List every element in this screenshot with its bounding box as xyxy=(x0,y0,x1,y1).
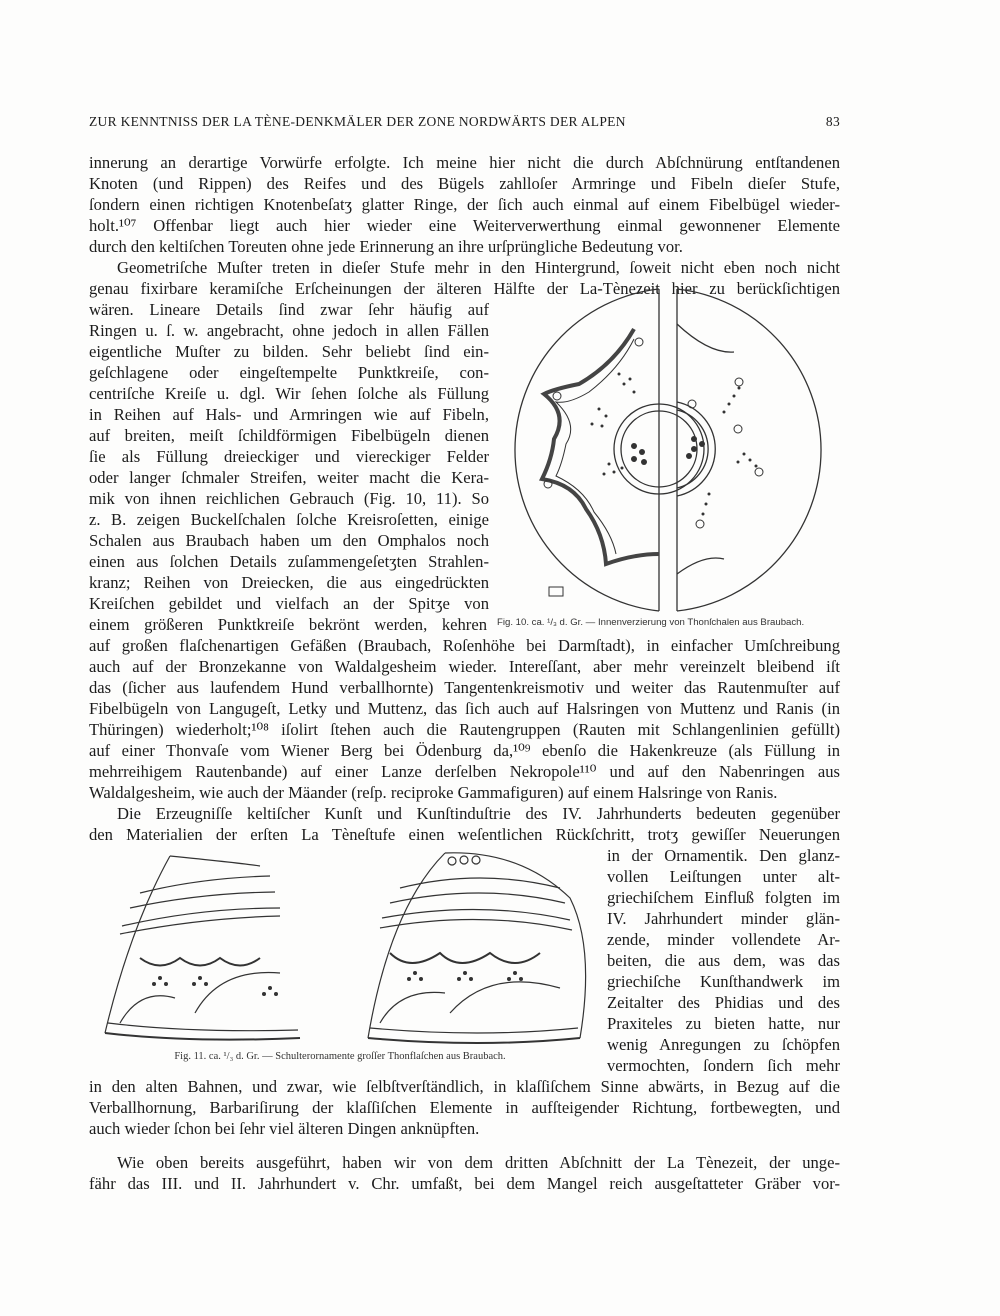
punch-circles xyxy=(544,338,763,528)
text-line: vollen Leiſtungen unter alt- xyxy=(607,867,840,886)
text-line: in Reihen auf Hals- und Armringen wie auf Fibeln, xyxy=(89,405,489,424)
text-line: eigentliche Muſter zu bilden. Sehr beliebt ſind ein- xyxy=(89,342,489,361)
text-line: auf großen flaſchenartigen Gefäßen (Braubach, Roſenhöhe bei Darmſtadt), in einfacher Umſchreibung xyxy=(89,636,840,655)
text-line: Wie oben bereits ausgeführt, haben wir von dem dritten Abſchnitt der La Tènezeit, der unge- xyxy=(117,1153,840,1172)
text-line: mik von ihnen reichlichen Gebrauch (Fig. 10, 11). So xyxy=(89,489,489,508)
star-band xyxy=(542,329,659,564)
text-block-middle xyxy=(89,635,840,845)
text-line: Knoten (und Rippen) des Reifes und des Bügels zahlloſer Armringe und Fibeln dieſer Stufe, xyxy=(89,174,840,193)
fig11-caption: Fig. 11. ca. ¹/₃ d. Gr. — Schulterornamente groſſer Thonflaſchen aus Braubach. xyxy=(174,1051,506,1062)
text-line: Praxiteles zu bieten hatte, nur xyxy=(607,1014,840,1033)
text-line: IV. Jahrhundert minder glän- xyxy=(607,909,840,928)
text-line: Schalen aus Braubach haben um den Omphalos noch xyxy=(89,531,489,550)
text-line: Waldalgesheim, wie auch der Mäander (reſp. reciproke Gammafiguren) auf einem Halsringe von Ranis. xyxy=(89,783,778,802)
text-line: in den alten Bahnen, und zwar, wie ſelbſtverſtändlich, in klaſſiſchem Sinne abwärts, in Bezug auf die xyxy=(89,1077,840,1096)
text-line: Zeitalter des Phidias und des xyxy=(607,993,840,1012)
text-line: Ringen u. ſ. w. angebracht, ohne jedoch in allen Fällen xyxy=(89,321,489,340)
running-title: ZUR KENNTNISS DER LA TÈNE-DENKMÄLER DER ZONE NORDWÄRTS DER ALPEN xyxy=(89,114,626,129)
text-line: Verballhornung, Barbariſirung der klaſſiſchen Elemente in aufſteigender Richtung, fortbewegten, und xyxy=(89,1098,840,1117)
left-flask-fragment xyxy=(105,856,300,1040)
text-block-left-column xyxy=(89,299,489,614)
text-line: auf einer Thonvaſe vom Wiener Berg bei Ödenburg da,¹⁰⁹ ebenſo die Hakenkreuze (als Füllung in xyxy=(89,741,840,760)
fig10-caption: Fig. 10. ca. ¹/₃ d. Gr. — Innenverzierung von Thonſchalen aus Braubach. xyxy=(497,617,805,628)
text-line: ſondern einen richtigen Knotenbeſatʒ glatter Ringe, der ſich auch einmal auf einem Fibelbügel wieder- xyxy=(89,195,840,214)
right-flask-fragment xyxy=(368,853,586,1043)
text-line: das (ſicher aus laufendem Hund verballhornte) Tangentenkreismotiv und weiter das Rautenmuſter auf xyxy=(89,678,840,697)
text-line: vermochten, ſondern ſich mehr xyxy=(607,1056,840,1075)
text-line: wenig Anregungen zu ſchöpfen xyxy=(607,1035,840,1054)
text-line: Die Erzeugniſſe keltiſcher Kunſt und Kunſtinduſtrie des IV. Jahrhunderts bedeuten gegenüber xyxy=(117,804,840,823)
text-line: durch den keltiſchen Toreuten ohne jede Erinnerung an ihre urſprüngliche Bedeutung vor. xyxy=(89,237,683,256)
running-header xyxy=(89,114,840,130)
dot-rosettes xyxy=(591,373,758,516)
text-line: in der Ornamentik. Den glanz- xyxy=(607,846,840,865)
printer-mark-icon xyxy=(549,587,563,596)
text-block-new-paragraph xyxy=(89,1152,840,1194)
fig10-bowl-illustration xyxy=(494,284,844,614)
text-line: einen aus ſolchen Details zuſammengeſetʒten Strahlen- xyxy=(89,552,489,571)
text-line: auf breiten, meiſt ſchildförmigen Fibelbügeln dienen xyxy=(89,426,489,445)
fig11-flask-ornament-illustration xyxy=(100,848,590,1048)
page-number: 83 xyxy=(825,114,840,129)
text-line: beiten, die aus dem, was das xyxy=(607,951,840,970)
text-block-continuation xyxy=(89,1076,840,1139)
text-line: den Materialien der erſten La Tèneſtufe einen weſentlichen Rückſchritt, trotʒ gewiſſer Neuerungen xyxy=(89,825,840,844)
text-line: Fibelbügeln von Langugeſt, Letky und Muttenz, das ſich auch auf Halsringen von Muttenz und Ranis (in xyxy=(89,699,840,718)
bowl-right-half-outline xyxy=(677,289,821,611)
text-block-intro xyxy=(89,152,840,299)
text-line: kranz; Reihen von Dreiecken, die aus eingedrückten xyxy=(89,573,489,592)
text-line: auch auf der Bronzekanne von Waldalgesheim wieder. Intereſſant, aber mehr vereinzelt bleibend iſt xyxy=(89,657,840,676)
text-line: geſchlagene oder eingeſtempelte Punktkreiſe, con- xyxy=(89,363,489,382)
bowl-left-half-outline xyxy=(515,289,659,611)
text-line: griechiſche Kunſthandwerk im xyxy=(607,972,840,991)
text-line: holt.¹⁰⁷ Offenbar liegt auch hier wieder eine Weiterverwerthung einmal gewonnener Elemente xyxy=(89,216,840,235)
text-line: einem größeren Punktkreiſe bekrönt werden, kehren xyxy=(89,615,487,634)
text-line: ſie als Füllung dreieckiger und viereckiger Felder xyxy=(89,447,489,466)
text-line: Geometriſche Muſter treten in dieſer Stufe mehr in den Hintergrund, ſoweit nicht eben noch nicht xyxy=(117,258,840,277)
text-line: zende, minder vollendete Ar- xyxy=(607,930,840,949)
text-line: wären. Lineare Details ſind zwar ſehr häufig auf xyxy=(89,300,489,319)
text-line: centriſche Kreiſe u. dgl. Wir ſehen ſolche als Füllung xyxy=(89,384,489,403)
text-line: fähr das III. und II. Jahrhundert v. Chr. umfaßt, bei dem Mangel reich ausgeſtatteter Gräber vor- xyxy=(89,1174,840,1193)
text-line: griechiſchem Einfluß folgten im xyxy=(607,888,840,907)
text-line: Kreiſchen gebildet und vielfach an der Spitʒe von xyxy=(89,594,489,613)
dot-triangles xyxy=(152,971,523,996)
text-line: z. B. zeigen Buckelſchalen ſolche Kreisroſetten, einige xyxy=(89,510,489,529)
text-line-with-caption xyxy=(89,614,840,635)
text-line: mehrreihigem Rautenbande) auf einer Lanze derſelben Nekropole¹¹⁰ und auf den Nabenringen aus xyxy=(89,762,840,781)
text-block-right-column xyxy=(607,845,840,1076)
text-line: genau fixirbare keramiſche Erſcheinungen der älteren Hälfte der La-Tènezeit hier zu berückſichtigen xyxy=(89,279,840,298)
text-line: auch wieder ſchon bei ſehr viel älteren Dingen anknüpften. xyxy=(89,1119,480,1138)
text-line: Thüringen) wiederholt;¹⁰⁸ iſolirt ſtehen auch die Rautengruppen (Rauten mit Schlangenlinien gefüllt) xyxy=(89,720,840,739)
text-line: innerung an derartige Vorwürfe erfolgte. Ich meine hier nicht die durch Abſchnürung entſtandenen xyxy=(89,153,840,172)
text-line: oder langer ſchmaler Streifen, weiter macht die Kera- xyxy=(89,468,489,487)
